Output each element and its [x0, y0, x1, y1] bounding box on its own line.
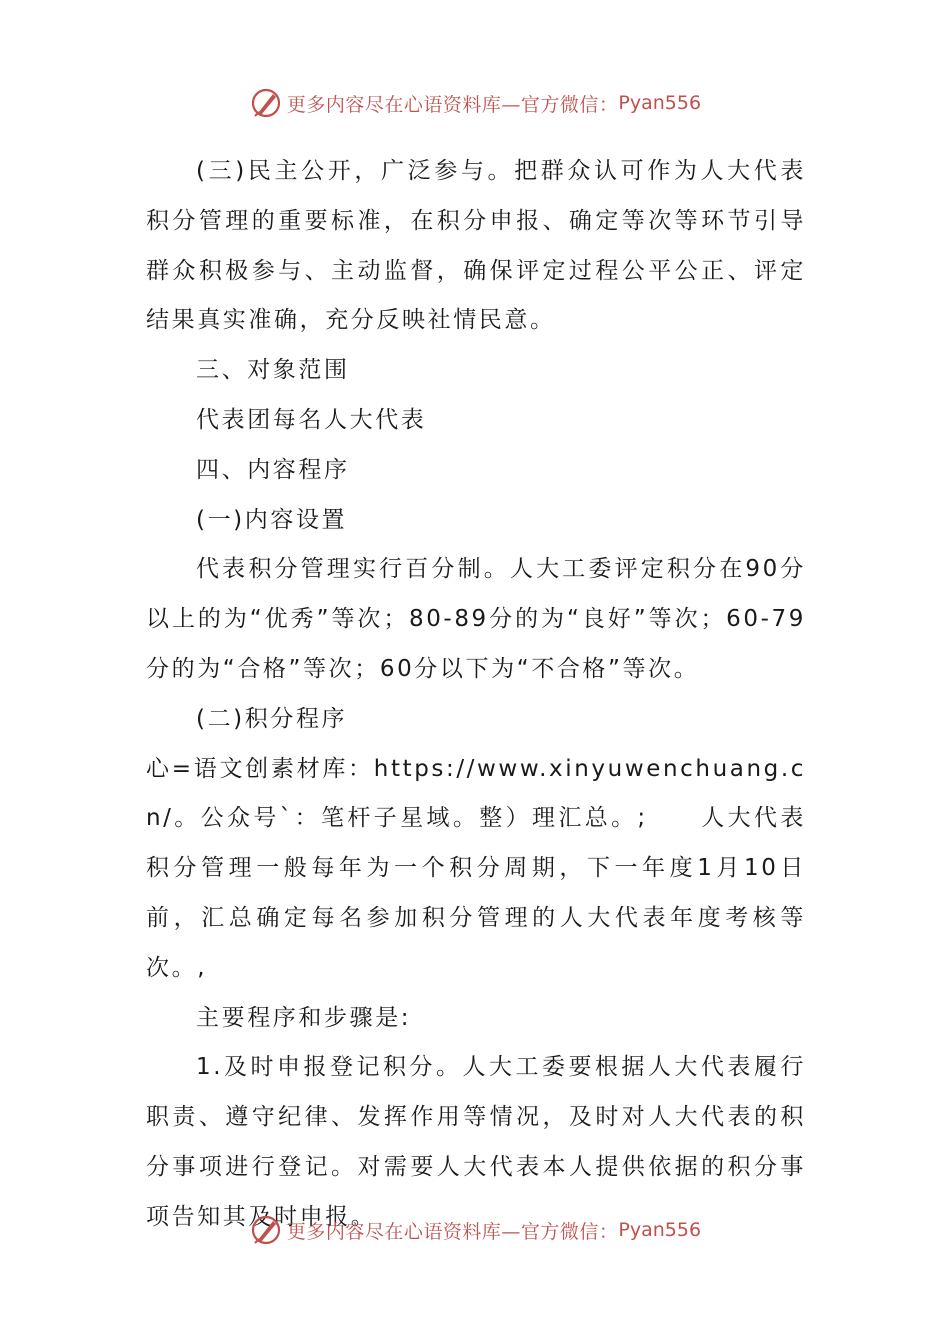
heading-scope: 三、对象范围 [196, 357, 350, 384]
paragraph-scope: 代表团每名人大代表 [196, 406, 427, 433]
heading-content-procedure: 四、内容程序 [196, 456, 350, 483]
paragraph-step-1: 1.及时申报登记积分。人大工委要根据人大代表履行职责、遵守纪律、发挥作用等情况，及时对人大代表的积分事项进行登记。对需要人大代表本人提供依据的积分事项告知其及时申报。 [146, 1054, 806, 1230]
footer-watermark [0, 1210, 950, 1250]
header-watermark-text: 更多内容尽在心语资料库—官方微信： [286, 93, 619, 116]
footer-watermark-contact: Pyan556 [618, 1219, 702, 1241]
subheading-scoring-procedure: (二)积分程序 [196, 705, 348, 732]
subheading-content-setting: (一)内容设置 [196, 506, 348, 533]
header-watermark-contact: Pyan556 [618, 92, 702, 114]
paragraph-scoring-cycle: 心=语文创素材库：https://www.xinyuwenchuang.cn/。公众号`：笔杆子星域。整）理汇总。; 人大代表积分管理一般每年为一个积分周期，下一年度1月10日前，汇总确定每名参加积分管理的人大代表年度考核等次。, [146, 755, 806, 981]
document-body [146, 147, 806, 1243]
pen-logo-icon [249, 1213, 283, 1247]
footer-watermark-text: 更多内容尽在心语资料库—官方微信： [286, 1220, 619, 1243]
paragraph-main-steps: 主要程序和步骤是: [196, 1004, 412, 1031]
paragraph-principle-3: (三)民主公开，广泛参与。把群众认可作为人大代表积分管理的重要标准，在积分申报、确定等次等环节引导群众积极参与、主动监督，确保评定过程公平公正、评定结果真实准确，充分反映社情民意。 [146, 158, 806, 334]
header-watermark [0, 83, 950, 123]
paragraph-scoring-grades: 代表积分管理实行百分制。人大工委评定积分在90分以上的为“优秀”等次；80-89分的为“良好”等次；60-79分的为“合格”等次；60分以下为“不合格”等次。 [146, 556, 806, 682]
pen-logo-icon [249, 86, 283, 120]
